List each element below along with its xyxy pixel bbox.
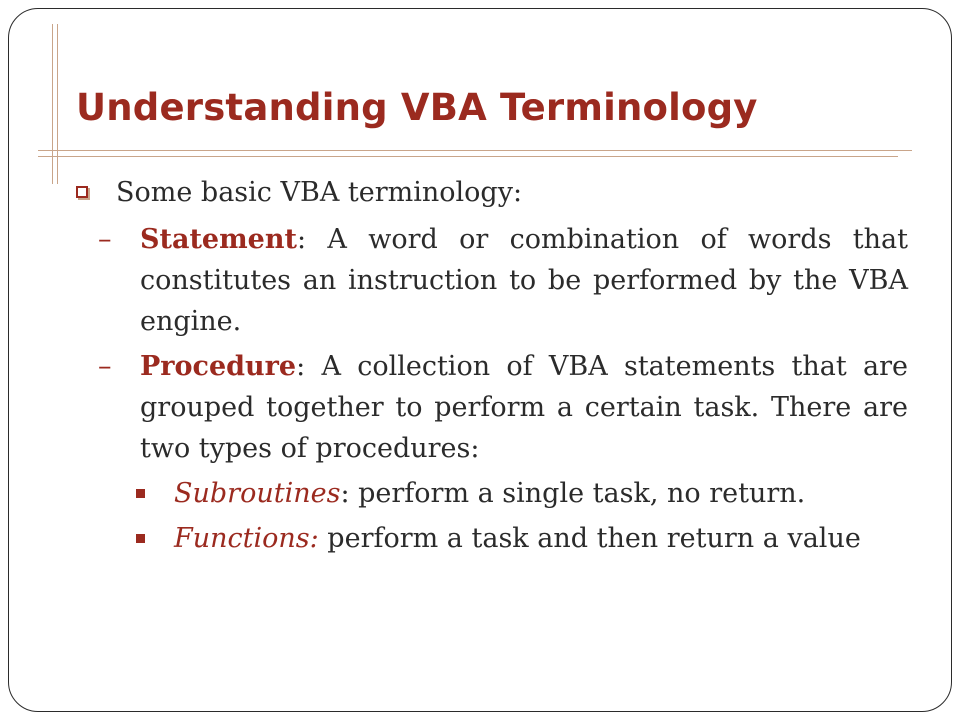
term-name: Statement [140,224,297,255]
intro-text: Some basic VBA terminology: [116,177,523,208]
term-name: Procedure [140,351,297,382]
term-definition: : A collection of VBA statements that are grouped together to perform a certain task. There are two types of procedures: [140,351,908,464]
decorative-line [57,24,58,184]
decorative-line [52,24,53,184]
dash-bullet-icon: – [98,351,112,382]
procedure-type-description: perform a task and then return a value [318,523,861,554]
term-statement [68,219,908,342]
procedure-type-name: Subroutines [174,478,341,509]
term-procedure [68,346,908,469]
procedure-type-description: : perform a single task, no return. [340,478,806,509]
slide-title: Understanding VBA Terminology [76,86,758,129]
square-bullet-icon [136,534,145,543]
decorative-line [38,150,912,151]
bullet-intro [68,172,908,213]
checkbox-bullet-icon [76,186,88,198]
square-bullet-icon [136,489,145,498]
procedure-type-functions [68,518,908,559]
procedure-type-name: Functions: [174,523,319,554]
decorative-line [38,156,898,157]
term-definition: : A word or combination of words that constitutes an instruction to be performed by the VBA engine. [140,224,908,337]
procedure-type-subroutines [68,473,908,514]
slide-content [68,172,908,563]
dash-bullet-icon: – [98,224,112,255]
